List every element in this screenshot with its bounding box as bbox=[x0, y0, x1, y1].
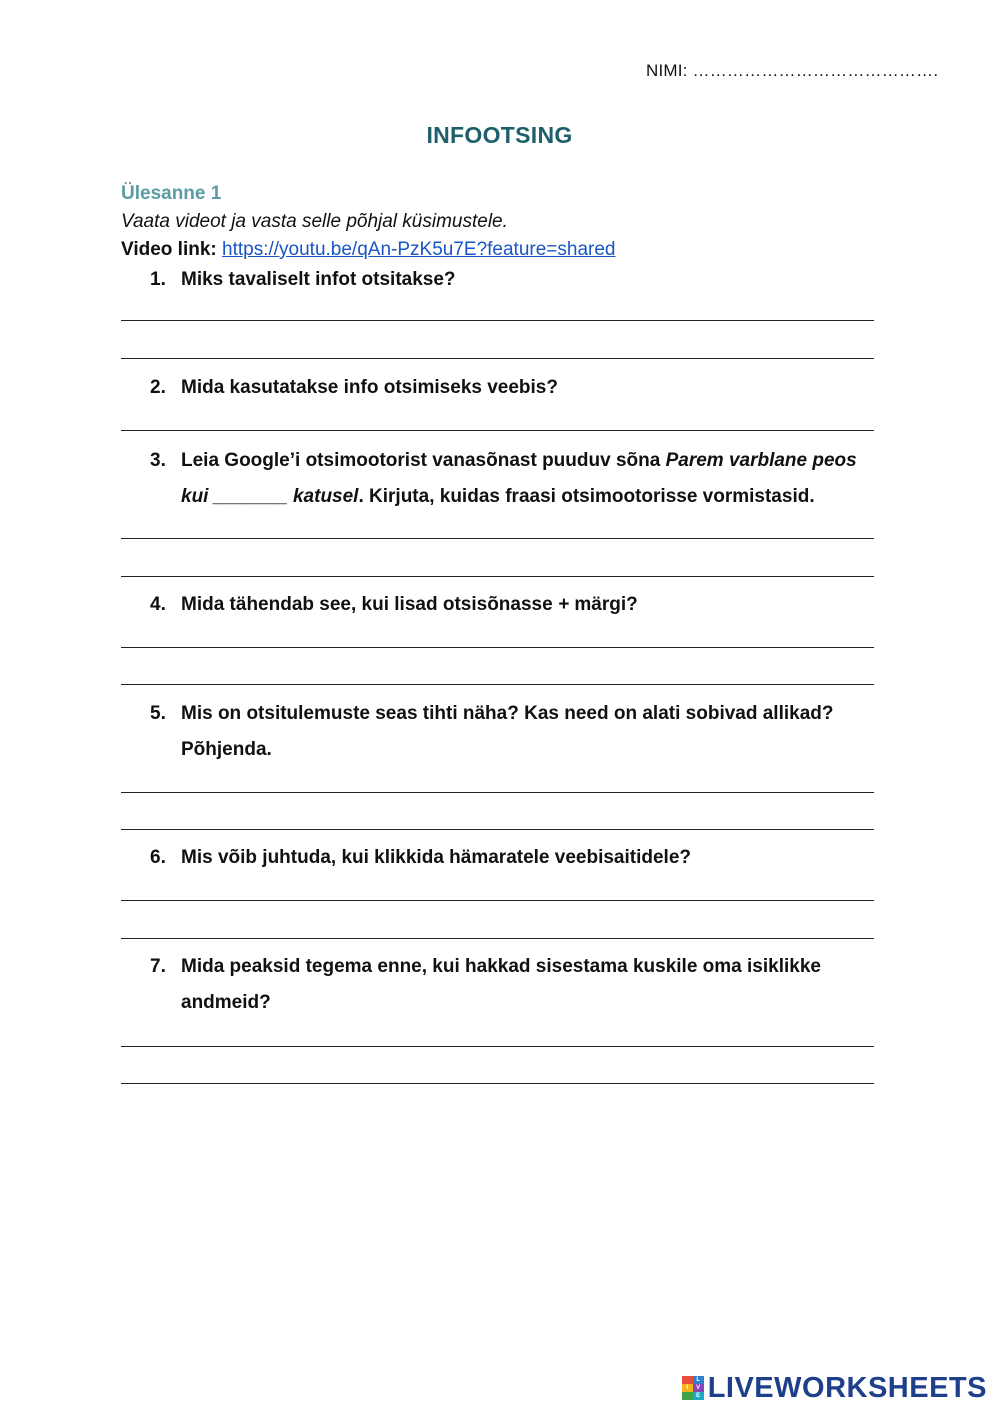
question-4 bbox=[150, 587, 870, 623]
question-text: Mida peaksid tegema enne, kui hakkad sisestama kuskile oma isiklikke andmeid? bbox=[181, 956, 821, 1013]
liveworksheets-logo-text: LIVEWORKSHEETS bbox=[707, 1371, 987, 1404]
video-link[interactable]: https://youtu.be/qAn-PzK5u7E?feature=shared bbox=[222, 239, 616, 260]
video-link-row bbox=[121, 239, 615, 261]
answer-line[interactable] bbox=[121, 792, 874, 793]
answer-line[interactable] bbox=[121, 358, 874, 359]
question-3 bbox=[150, 443, 870, 515]
question-text: Mis on otsitulemuste seas tihti näha? Kas need on alati sobivad allikad? Põhjenda. bbox=[181, 703, 834, 760]
answer-line[interactable] bbox=[121, 647, 874, 648]
task-heading: Ülesanne 1 bbox=[121, 183, 222, 204]
question-number: 1. bbox=[150, 269, 166, 290]
answer-line[interactable] bbox=[121, 829, 874, 830]
question-number: 6. bbox=[150, 847, 166, 868]
plus-sign-italic: + bbox=[557, 594, 570, 615]
question-number: 7. bbox=[150, 956, 166, 977]
question-number: 4. bbox=[150, 594, 166, 615]
question-text-part: Leia Google’i otsimootorist vanasõnast puuduv sõna bbox=[181, 450, 666, 471]
question-7 bbox=[150, 949, 870, 1021]
logo-square: V bbox=[693, 1384, 704, 1392]
answer-line[interactable] bbox=[121, 938, 874, 939]
question-text: Mis võib juhtuda, kui klikkida hämaratele veebisaitidele? bbox=[181, 847, 692, 868]
question-text: Mida kasutatakse info otsimiseks veebis? bbox=[181, 377, 558, 398]
page-title: INFOOTSING bbox=[426, 122, 573, 148]
question-text bbox=[181, 587, 870, 623]
answer-line[interactable] bbox=[121, 684, 874, 685]
logo-square: E bbox=[693, 1392, 704, 1400]
question-text-part: . Kirjuta, kuidas fraasi otsimootorisse vormistasid. bbox=[358, 486, 815, 507]
liveworksheets-logo-icon bbox=[682, 1376, 704, 1400]
answer-line[interactable] bbox=[121, 1046, 874, 1047]
logo-square bbox=[682, 1392, 693, 1400]
liveworksheets-logo bbox=[682, 1372, 987, 1404]
question-text-part: märgi? bbox=[569, 594, 638, 615]
answer-line[interactable] bbox=[121, 1083, 874, 1084]
answer-line[interactable] bbox=[121, 576, 874, 577]
question-6 bbox=[150, 840, 870, 876]
logo-square: L bbox=[693, 1376, 704, 1384]
question-text-part: Mida tähendab see, kui lisad otsisõnasse bbox=[181, 594, 558, 615]
name-field: NIMI: ……………………………………. bbox=[646, 61, 939, 80]
question-text bbox=[181, 443, 870, 515]
logo-square: I bbox=[682, 1384, 693, 1392]
question-5 bbox=[150, 696, 870, 768]
answer-line[interactable] bbox=[121, 538, 874, 539]
task-instruction: Vaata videot ja vasta selle põhjal küsimustele. bbox=[121, 211, 508, 232]
question-1 bbox=[150, 262, 870, 298]
answer-line[interactable] bbox=[121, 430, 874, 431]
question-number: 5. bbox=[150, 703, 166, 724]
question-2 bbox=[150, 370, 870, 406]
answer-line[interactable] bbox=[121, 900, 874, 901]
question-number: 2. bbox=[150, 377, 166, 398]
question-number: 3. bbox=[150, 450, 166, 471]
question-text: Miks tavaliselt infot otsitakse? bbox=[181, 269, 456, 290]
logo-square bbox=[682, 1376, 693, 1384]
proverb-italic: Parem varblane peos kui _______ katusel bbox=[181, 450, 857, 507]
video-link-label: Video link: bbox=[121, 239, 217, 260]
answer-line[interactable] bbox=[121, 320, 874, 321]
